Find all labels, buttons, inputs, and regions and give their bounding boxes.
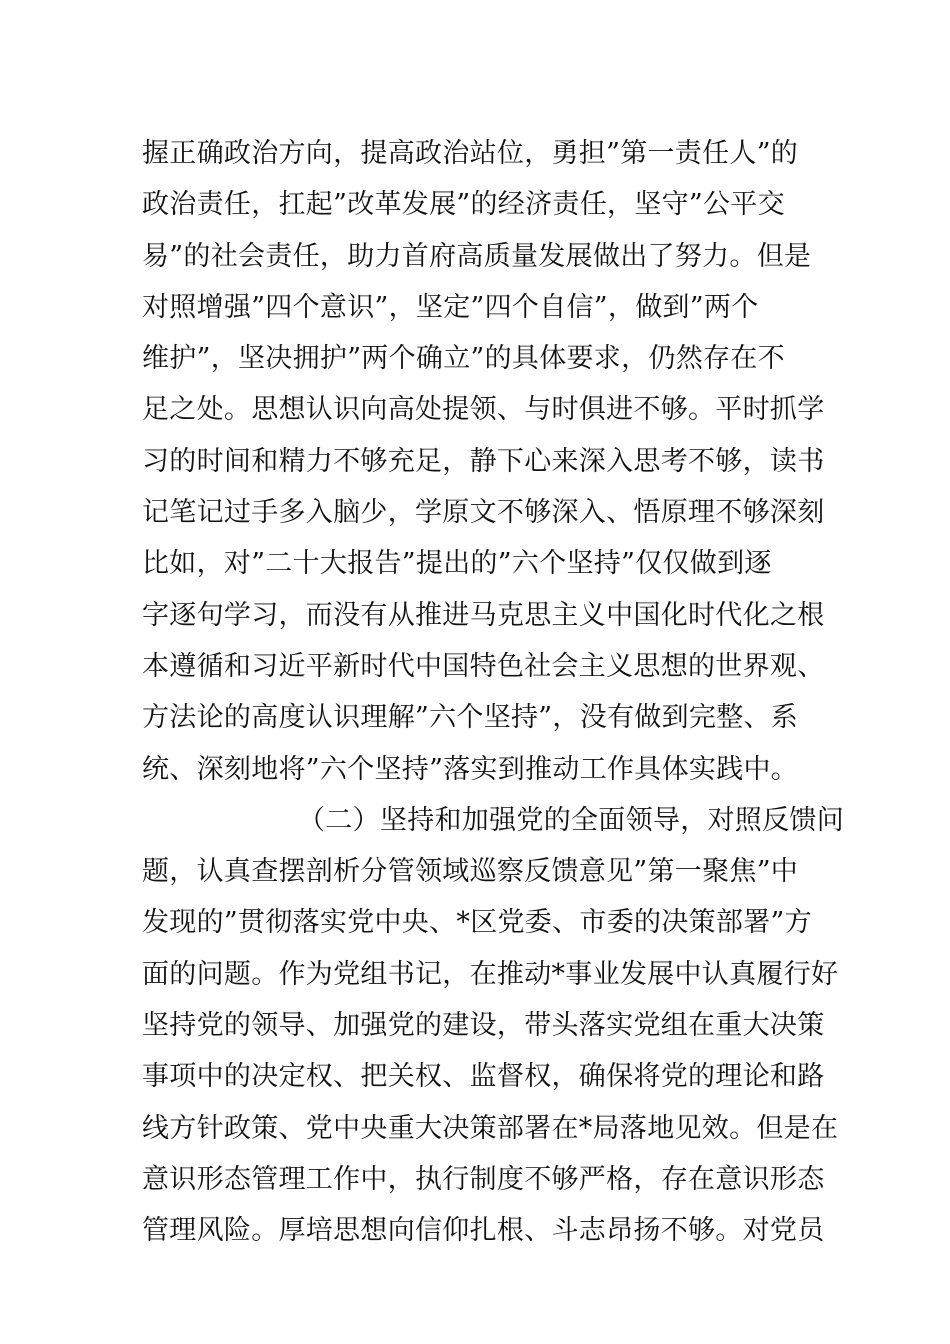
text-line: 习的时间和精力不够充足，静下心来深入思考不够，读书 — [142, 445, 825, 477]
text-line: 方法论的高度认识理解”六个坚持”，没有做到完整、系 — [142, 702, 799, 734]
text-line: 坚持党的领导、加强党的建设，带头落实党组在重大决策 — [142, 1010, 825, 1042]
text-line: 维护”，坚决拥护”两个确立”的具体要求，仍然存在不 — [142, 343, 785, 375]
text-line: 易”的社会责任，助力首府高质量发展做出了努力。但是 — [142, 240, 812, 272]
text-line: 管理风险。厚培思想向信仰扎根、斗志昂扬不够。对党员 — [142, 1215, 825, 1247]
text-line: 握正确政治方向，提高政治站位，勇担”第一责任人”的 — [142, 138, 799, 169]
text-line: 面的问题。作为党组书记，在推动*事业发展中认真履行好 — [142, 958, 839, 990]
text-line: 政治责任，扛起”改革发展”的经济责任，坚守”公平交 — [142, 189, 785, 221]
text-line: 对照增强”四个意识”，坚定”四个自信”，做到”两个 — [142, 291, 759, 323]
text-line: 线方针政策、党中央重大决策部署在*局落地见效。但是在 — [142, 1112, 839, 1144]
text-line: 字逐句学习，而没有从推进马克思主义中国化时代化之根 — [142, 599, 825, 631]
body-text — [142, 128, 844, 1257]
text-line: 意识形态管理工作中，执行制度不够严格，存在意识形态 — [142, 1163, 825, 1195]
text-line: 题，认真查摆剖析分管领域巡察反馈意见”第一聚焦”中 — [142, 856, 799, 888]
text-line: 发现的”贯彻落实党中央、*区党委、市委的决策部署”方 — [142, 907, 812, 939]
text-line: 记笔记过手多入脑少，学原文不够深入、悟原理不够深刻 — [142, 497, 825, 529]
text-line: 足之处。思想认识向高处提领、与时俱进不够。平时抓学 — [142, 394, 825, 426]
text-line: 统、深刻地将”六个坚持”落实到推动工作具体实践中。 — [142, 753, 799, 785]
section-heading-line: （二）坚持和加强党的全面领导，对照反馈问 — [298, 804, 844, 836]
text-line: 比如，对”二十大报告”提出的”六个坚持”仅仅做到逐 — [142, 548, 772, 580]
text-line: 本遵循和习近平新时代中国特色社会主义思想的世界观、 — [142, 650, 825, 682]
text-line: 事项中的决定权、把关权、监督权，确保将党的理论和路 — [142, 1061, 825, 1093]
